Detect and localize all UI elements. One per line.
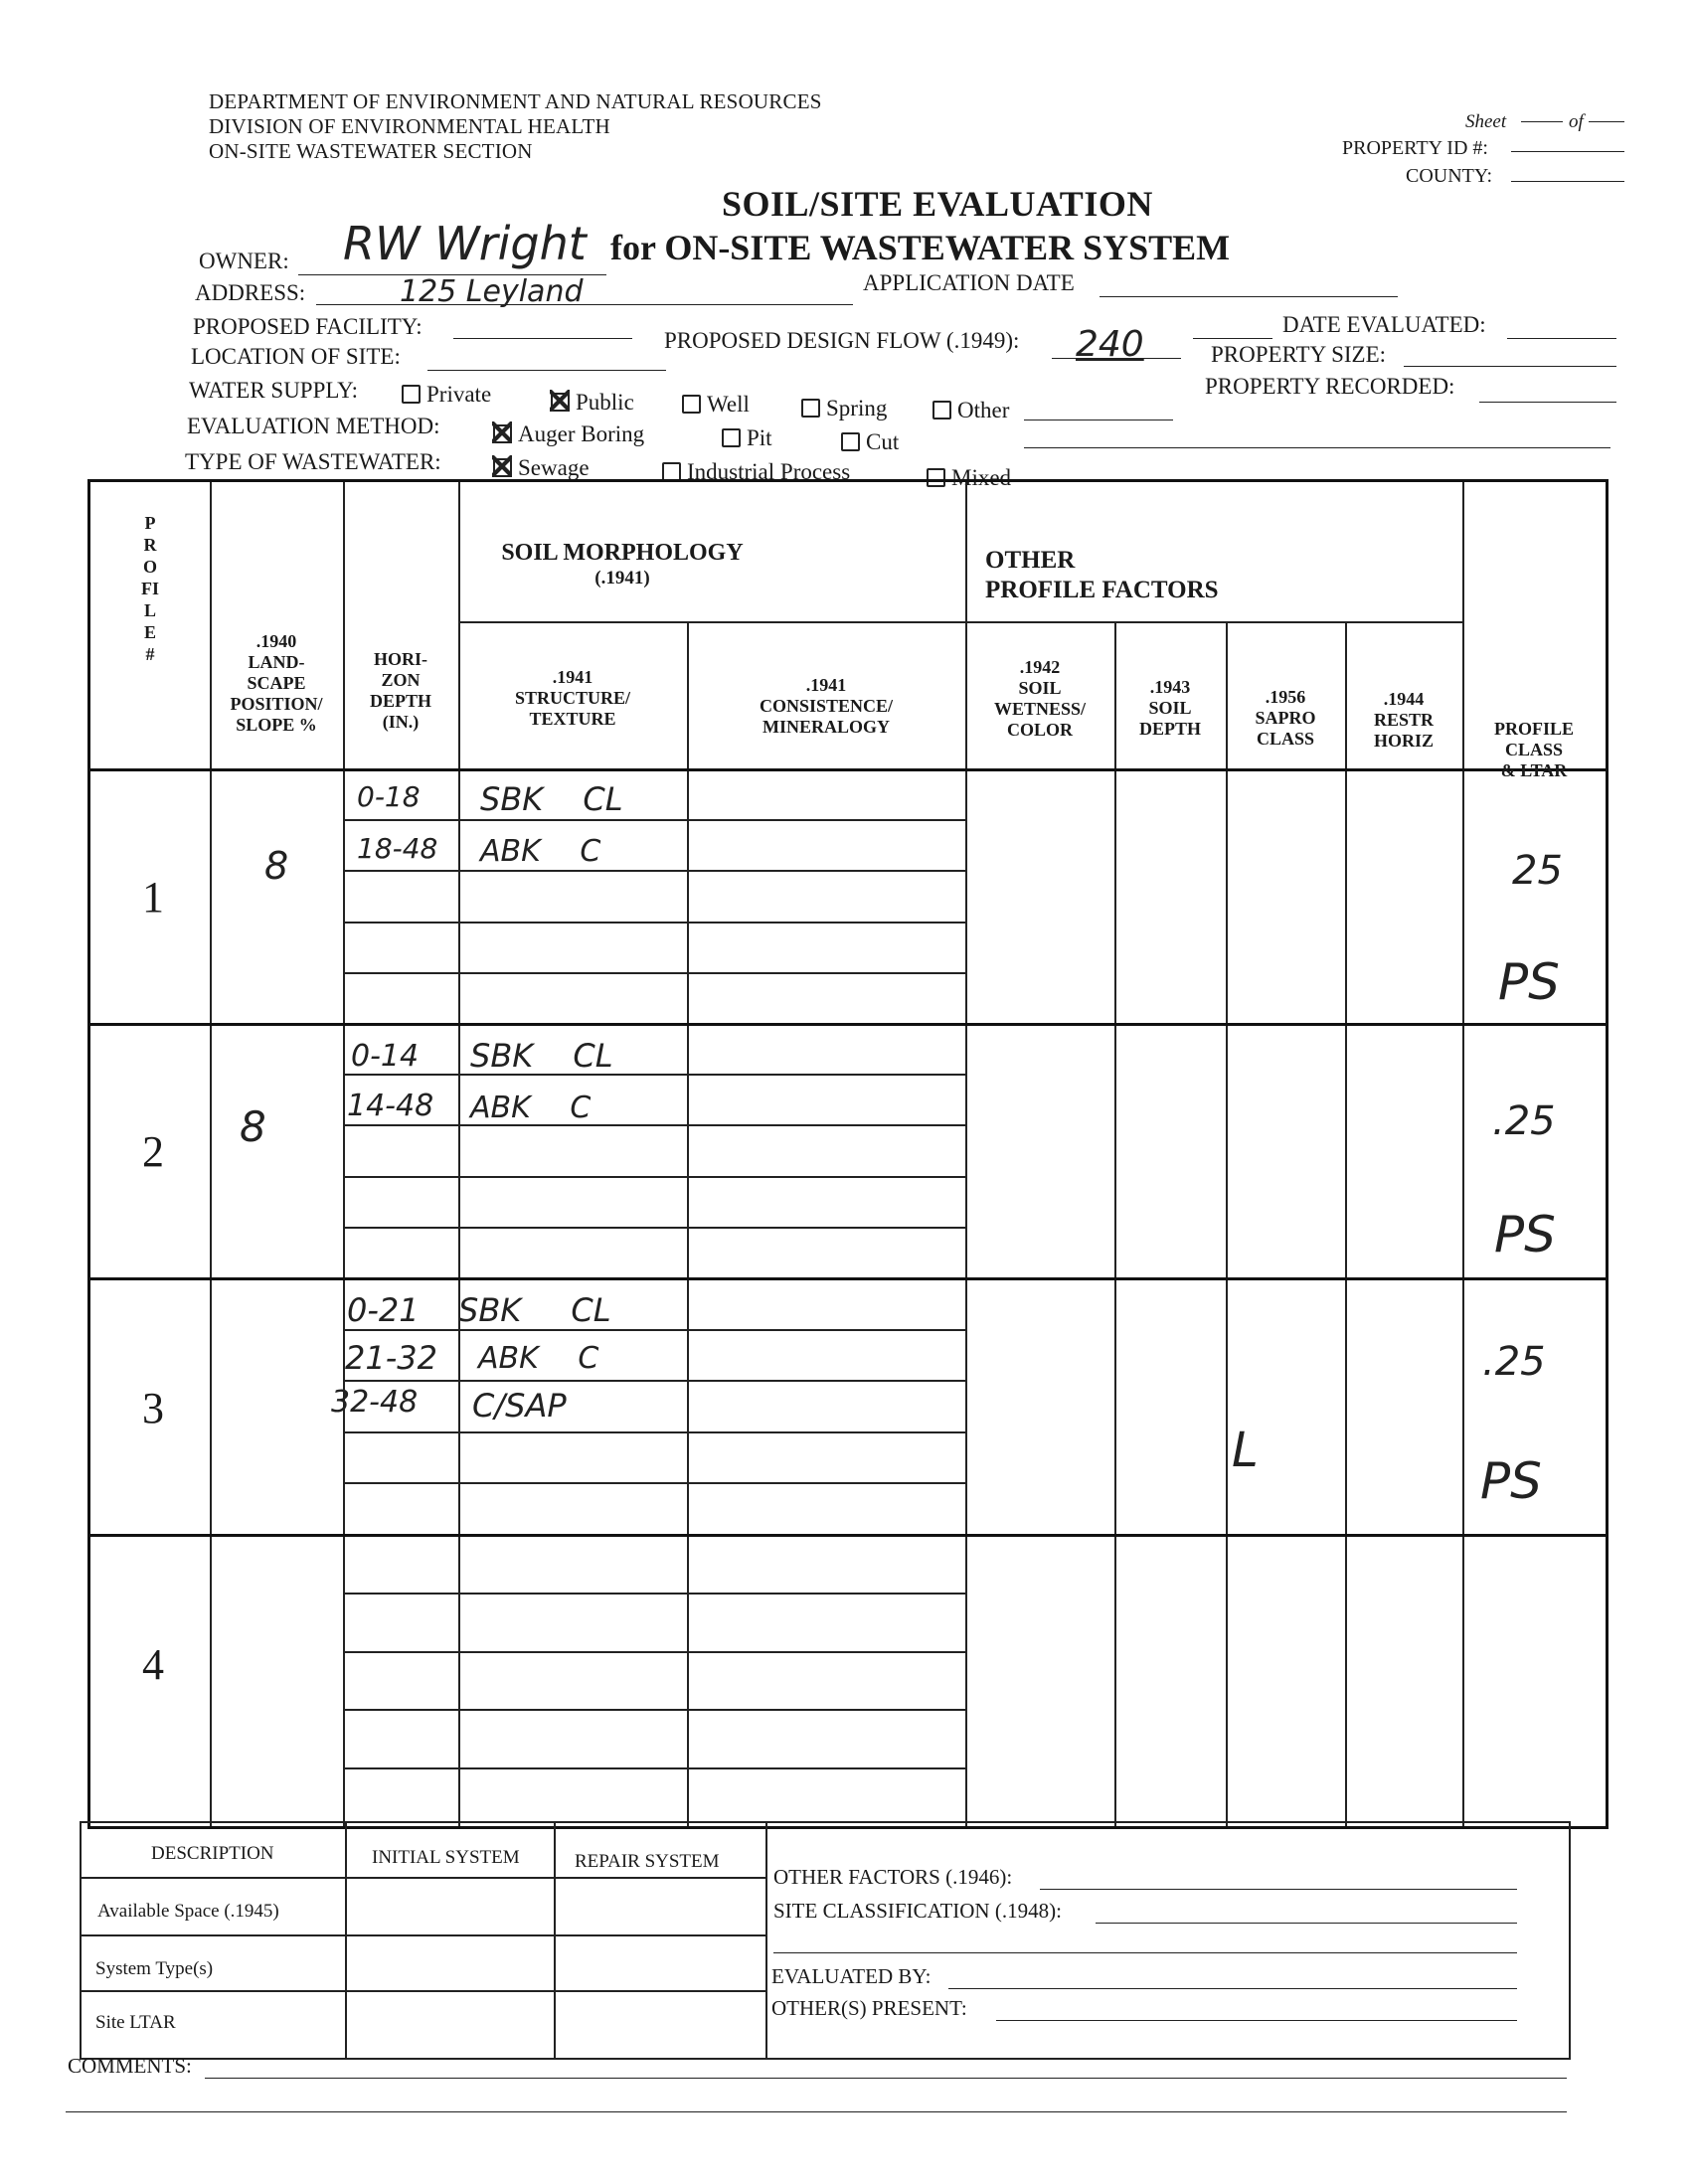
horizon-row-line	[343, 870, 965, 872]
profile-3-depth-3: 32-48	[331, 1385, 419, 1420]
horizon-row-line	[343, 1227, 965, 1229]
water-well-checkbox[interactable]	[682, 395, 701, 414]
cut-checkbox[interactable]	[841, 432, 860, 451]
form-title: SOIL/SITE EVALUATION	[722, 184, 1153, 224]
profile-2-slope: 8	[240, 1102, 266, 1151]
water-other-checkbox[interactable]	[932, 401, 951, 420]
owner-value: RW Wright	[343, 217, 587, 270]
horizon-row-line	[343, 1593, 965, 1595]
profile-1-class: PS	[1498, 953, 1560, 1011]
profile-2-depth-2: 14-48	[347, 1089, 434, 1123]
horizon-depth-header: HORI- ZON DEPTH (IN.)	[369, 649, 431, 732]
sewage-checkbox[interactable]	[493, 458, 512, 477]
water-other-option[interactable]: Other	[932, 398, 1009, 423]
profile-2-depth-1: 0-14	[351, 1039, 420, 1074]
profile-1-slope: 8	[264, 844, 289, 888]
sewage-option[interactable]: Sewage	[493, 455, 590, 481]
other-profile-factors-header: OTHER PROFILE FACTORS	[985, 547, 1219, 603]
auger-boring-option[interactable]: Auger Boring	[493, 421, 644, 447]
evaluation-other-line[interactable]	[1024, 447, 1610, 448]
summary-row-2	[82, 1934, 765, 1936]
water-well-option[interactable]: Well	[682, 392, 750, 418]
summary-col-3	[765, 1823, 767, 2058]
profile-1-ltar: 25	[1512, 848, 1563, 894]
agency-line-3: ON-SITE WASTEWATER SECTION	[209, 139, 533, 163]
water-spring-option[interactable]: Spring	[801, 396, 887, 421]
pit-checkbox[interactable]	[722, 428, 741, 447]
location-line[interactable]	[427, 370, 666, 371]
horizon-row-line	[343, 1329, 965, 1331]
landscape-header: .1940 LAND- SCAPE POSITION/ SLOPE %	[230, 631, 323, 735]
profile-2-class: PS	[1494, 1206, 1556, 1263]
address-label: ADDRESS:	[195, 280, 306, 305]
evaluated-by-line[interactable]	[948, 1988, 1517, 1989]
soil-morphology-header: SOIL MORPHOLOGY (.1941)	[501, 540, 744, 588]
property-id-label: PROPERTY ID #:	[1342, 137, 1488, 159]
comments-line-1[interactable]	[205, 2078, 1567, 2079]
horizon-row-line	[343, 1431, 965, 1433]
wastewater-type-label: TYPE OF WASTEWATER:	[185, 449, 441, 474]
horizon-row-line	[343, 1767, 965, 1769]
profile-3-depth-1: 0-21	[347, 1291, 420, 1329]
proposed-facility-line[interactable]	[453, 338, 632, 339]
agency-line-1: DEPARTMENT OF ENVIRONMENT AND NATURAL RESOURCES	[209, 89, 822, 113]
water-spring-checkbox[interactable]	[801, 399, 820, 418]
horizon-row-line	[343, 1651, 965, 1653]
comments-line-2[interactable]	[66, 2111, 1567, 2112]
summary-row-3	[82, 1990, 765, 1992]
sapro-class-header: .1956 SAPRO CLASS	[1255, 687, 1316, 749]
design-flow-value: 240	[1076, 324, 1144, 365]
profile-1-texture-1: SBK CL	[480, 780, 623, 818]
property-id-line[interactable]	[1511, 151, 1624, 152]
restr-horiz-header: .1944 RESTR HORIZ	[1373, 689, 1435, 751]
other-factors-label: OTHER FACTORS (.1946):	[773, 1865, 1013, 1889]
county-label: COUNTY:	[1406, 165, 1493, 187]
evaluated-by-label: EVALUATED BY:	[771, 1964, 932, 1988]
profile-table	[87, 479, 1609, 1829]
col-line-7	[1226, 621, 1228, 1826]
system-type-label: System Type(s)	[95, 1958, 214, 1979]
cut-option[interactable]: Cut	[841, 429, 899, 455]
sheet-number-line[interactable]	[1521, 121, 1563, 122]
property-size-line[interactable]	[1404, 366, 1616, 367]
date-evaluated-line[interactable]	[1507, 338, 1616, 339]
horizon-row-line	[343, 1380, 965, 1382]
sheet-total-line[interactable]	[1589, 121, 1624, 122]
site-classification-line[interactable]	[1096, 1923, 1517, 1924]
col-line-6	[1114, 621, 1116, 1826]
site-classification-line-2[interactable]	[773, 1952, 1517, 1953]
mixed-option[interactable]: Mixed	[927, 465, 1011, 491]
profile-3-number: 3	[142, 1384, 164, 1432]
profile-3-class: PS	[1480, 1452, 1542, 1510]
design-flow-label: PROPOSED DESIGN FLOW (.1949):	[664, 328, 1020, 353]
description-header: DESCRIPTION	[151, 1843, 274, 1864]
horizon-row-line	[343, 1176, 965, 1178]
others-present-label: OTHER(S) PRESENT:	[771, 1996, 967, 2020]
soil-wetness-header: .1942 SOIL WETNESS/ COLOR	[993, 657, 1087, 740]
horizon-row-line	[343, 972, 965, 974]
application-date-label: APPLICATION DATE	[863, 270, 1075, 295]
water-private-checkbox[interactable]	[402, 385, 421, 404]
consistence-header: .1941 CONSISTENCE/ MINERALOGY	[759, 675, 894, 737]
water-private-option[interactable]: Private	[402, 382, 491, 408]
profile-3-texture-3: C/SAP	[472, 1387, 567, 1425]
summary-col-2	[554, 1823, 556, 2058]
profile-3-depth-2: 21-32	[345, 1339, 437, 1377]
profile-1-number: 1	[142, 873, 164, 922]
form-subtitle: for ON-SITE WASTEWATER SYSTEM	[610, 228, 1231, 267]
repair-system-header: REPAIR SYSTEM	[575, 1851, 720, 1872]
other-sub-line	[965, 621, 1462, 623]
site-classification-label: SITE CLASSIFICATION (.1948):	[773, 1899, 1062, 1923]
agency-line-2: DIVISION OF ENVIRONMENTAL HEALTH	[209, 114, 610, 138]
horizon-row-line	[343, 819, 965, 821]
col-line-4	[687, 621, 689, 1826]
horizon-row-line	[343, 1074, 965, 1076]
profile-class-header: PROFILE CLASS & LTAR	[1493, 719, 1574, 780]
water-supply-label: WATER SUPPLY:	[189, 378, 359, 403]
location-label: LOCATION OF SITE:	[191, 344, 401, 369]
site-ltar-label: Site LTAR	[95, 2012, 176, 2033]
evaluation-method-label: EVALUATION METHOD:	[187, 414, 440, 438]
date-evaluated-label: DATE EVALUATED:	[1282, 312, 1486, 337]
date-evaluated-line-a[interactable]	[1193, 338, 1272, 339]
profile-2-bottom	[90, 1277, 1606, 1280]
horizon-row-line	[343, 922, 965, 924]
soil-depth-header: .1943 SOIL DEPTH	[1138, 677, 1201, 739]
profile-2-number: 2	[142, 1127, 164, 1176]
summary-col-1	[345, 1823, 347, 2058]
col-line-8	[1345, 621, 1347, 1826]
horizon-row-line	[343, 1482, 965, 1484]
initial-system-header: INITIAL SYSTEM	[372, 1847, 520, 1868]
profile-2-texture-2: ABK C	[470, 1091, 592, 1125]
profile-3-texture-1: SBK CL	[458, 1291, 611, 1329]
profile-1-texture-2: ABK C	[480, 834, 601, 869]
industrial-option[interactable]: Industrial Process	[662, 459, 850, 485]
summary-section	[80, 1821, 1571, 2060]
horizon-row-line	[343, 1124, 965, 1126]
property-recorded-line[interactable]	[1479, 402, 1616, 403]
header-bottom-line	[90, 768, 1606, 771]
comments-label: COMMENTS:	[68, 2054, 192, 2078]
water-public-checkbox[interactable]	[551, 393, 570, 412]
other-factors-line[interactable]	[1040, 1889, 1517, 1890]
address-value: 125 Leyland	[400, 274, 584, 309]
county-line[interactable]	[1511, 181, 1624, 182]
address-line[interactable]	[316, 304, 853, 305]
profile-1-depth-2: 18-48	[357, 832, 438, 865]
profile-3-texture-2: ABK C	[478, 1341, 599, 1376]
property-size-label: PROPERTY SIZE:	[1211, 342, 1387, 367]
structure-texture-header: .1941 STRUCTURE/ TEXTURE	[514, 667, 631, 729]
profile-3-bottom	[90, 1534, 1606, 1537]
profile-2-texture-1: SBK CL	[470, 1037, 613, 1075]
profile-3-ltar: .25	[1482, 1339, 1546, 1385]
available-space-label: Available Space (.1945)	[97, 1901, 279, 1922]
others-present-line[interactable]	[996, 2020, 1517, 2021]
profile-number-header: PROFILE #	[141, 513, 159, 664]
profile-2-ltar: .25	[1492, 1098, 1556, 1144]
sheet-label: Sheet	[1465, 111, 1507, 132]
profile-4-number: 4	[142, 1640, 164, 1689]
summary-table	[82, 1823, 765, 2058]
col-line-9	[1462, 482, 1464, 1826]
summary-row-1	[82, 1877, 765, 1879]
property-recorded-label: PROPERTY RECORDED:	[1205, 374, 1455, 399]
auger-boring-checkbox[interactable]	[493, 424, 512, 443]
pit-option[interactable]: Pit	[722, 425, 772, 451]
water-public-option[interactable]: Public	[551, 390, 634, 416]
horizon-row-line	[343, 1709, 965, 1711]
agency-block	[209, 89, 822, 164]
of-label: of	[1569, 111, 1584, 132]
proposed-facility-label: PROPOSED FACILITY:	[193, 314, 423, 339]
profile-3-sapro: L	[1232, 1423, 1259, 1478]
owner-label: OWNER:	[199, 249, 289, 273]
profile-1-depth-1: 0-18	[357, 780, 421, 813]
profile-1-bottom	[90, 1023, 1606, 1026]
application-date-line[interactable]	[1100, 296, 1398, 297]
morph-sub-line	[458, 621, 965, 623]
